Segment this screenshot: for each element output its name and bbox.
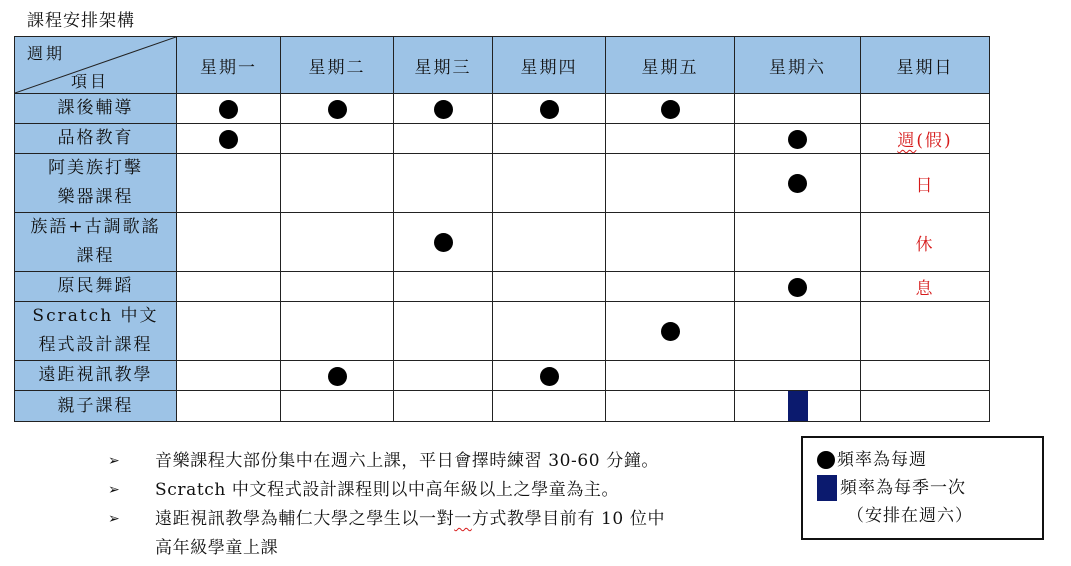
mark-cell [177, 213, 281, 272]
mark-cell [177, 154, 281, 213]
table-row [15, 124, 990, 154]
row-label [15, 213, 177, 272]
navy-square-icon [817, 475, 837, 501]
mark-cell [394, 154, 493, 213]
row-label [15, 154, 177, 213]
row-label: 品格教育 [15, 124, 177, 154]
legend-weekly-label: 頻率為每週 [837, 450, 927, 470]
note-text-part: 高年級學童上課 [155, 538, 279, 558]
mark-cell [735, 154, 861, 213]
mark-cell [177, 272, 281, 302]
row-label-line: 阿美族打擊 [48, 158, 143, 178]
note-text-part: 方式教學目前有 10 位中 [471, 509, 666, 529]
mark-cell [177, 361, 281, 391]
table-row [15, 391, 990, 422]
mark-cell [493, 154, 606, 213]
mark-cell [861, 302, 990, 361]
row-label-line: 族語+古調歌謠 [30, 217, 161, 237]
row-label-line: 樂器課程 [57, 187, 134, 207]
table-row [15, 361, 990, 391]
black-dot-icon [788, 174, 807, 193]
mark-cell [177, 302, 281, 361]
table-row [15, 154, 990, 213]
mark-cell [606, 213, 735, 272]
legend-box [801, 436, 1044, 540]
mark-cell [493, 302, 606, 361]
mark-cell [177, 124, 281, 154]
note-text-part: 一 [454, 509, 472, 529]
mark-cell [861, 94, 990, 124]
black-dot-icon [661, 100, 680, 119]
day-header-thu: 星期四 [493, 37, 606, 94]
row-label [15, 302, 177, 361]
note-item [108, 447, 785, 476]
legend-seasonal-note: （安排在週六） [847, 506, 973, 526]
table-row [15, 213, 990, 272]
mark-cell [861, 391, 990, 422]
day-header-fri: 星期五 [606, 37, 735, 94]
header-row [15, 37, 990, 94]
row-label: 課後輔導 [15, 94, 177, 124]
day-header-sun: 星期日 [861, 37, 990, 94]
corner-period-label: 週期 [27, 44, 66, 63]
mark-cell [394, 124, 493, 154]
mark-cell [394, 94, 493, 124]
black-dot-icon [219, 130, 238, 149]
day-header-tue: 星期二 [281, 37, 394, 94]
black-dot-icon [788, 130, 807, 149]
notes-list [108, 447, 785, 563]
mark-cell [394, 391, 493, 422]
mark-cell [493, 272, 606, 302]
legend-seasonal-label: 頻率為每季一次 [840, 478, 966, 498]
black-dot-icon [661, 322, 680, 341]
mark-cell [606, 272, 735, 302]
mark-cell [177, 94, 281, 124]
mark-cell [861, 361, 990, 391]
schedule-table [14, 36, 990, 422]
black-dot-icon [434, 233, 453, 252]
mark-cell [606, 391, 735, 422]
note-item [108, 505, 785, 563]
day-header-wed: 星期三 [394, 37, 493, 94]
row-label: 原民舞蹈 [15, 272, 177, 302]
note-item [108, 476, 785, 505]
black-dot-icon [219, 100, 238, 119]
black-dot-icon [540, 100, 559, 119]
legend-seasonal [817, 474, 1042, 502]
mark-cell [281, 361, 394, 391]
day-header-sat: 星期六 [735, 37, 861, 94]
row-label: 遠距視訊教學 [15, 361, 177, 391]
arrow-bullet-icon: ➢ [108, 453, 121, 469]
mark-cell [394, 213, 493, 272]
mark-cell [735, 124, 861, 154]
table-row [15, 94, 990, 124]
mark-cell [281, 302, 394, 361]
page-title: 課程安排架構 [27, 11, 135, 31]
mark-cell [281, 154, 394, 213]
note-text: 音樂課程大部份集中在週六上課，平日會擇時練習 30-60 分鐘。 [155, 451, 660, 471]
table-row [15, 272, 990, 302]
mark-cell [281, 124, 394, 154]
mark-cell [735, 361, 861, 391]
row-label: 親子課程 [15, 391, 177, 422]
mark-cell [735, 94, 861, 124]
black-dot-icon [540, 367, 559, 386]
day-header-mon: 星期一 [177, 37, 281, 94]
mark-cell [394, 272, 493, 302]
mark-cell [735, 213, 861, 272]
corner-item-label: 項目 [71, 72, 110, 91]
row-label-line: 課程 [76, 246, 115, 266]
black-dot-icon [817, 451, 835, 469]
black-dot-icon [434, 100, 453, 119]
navy-square-icon [788, 391, 808, 421]
mark-cell [735, 302, 861, 361]
arrow-bullet-icon: ➢ [108, 511, 121, 527]
mark-cell [281, 272, 394, 302]
row-label-line: Scratch 中文 [32, 306, 159, 326]
mark-cell [606, 361, 735, 391]
sunday-note-holiday: (假) [916, 131, 953, 151]
mark-cell [281, 391, 394, 422]
black-dot-icon [328, 100, 347, 119]
sunday-note-cell [861, 124, 990, 154]
mark-cell [177, 391, 281, 422]
note-text [155, 505, 785, 563]
sunday-note-cell: 息 [861, 272, 990, 302]
table-row [15, 302, 990, 361]
mark-cell [281, 213, 394, 272]
black-dot-icon [328, 367, 347, 386]
mark-cell [281, 94, 394, 124]
legend-weekly [817, 446, 1042, 474]
mark-cell [493, 124, 606, 154]
note-text: Scratch 中文程式設計課程則以中高年級以上之學童為主。 [155, 480, 620, 500]
mark-cell [493, 361, 606, 391]
mark-cell [493, 213, 606, 272]
mark-cell [735, 272, 861, 302]
mark-cell [606, 302, 735, 361]
sunday-note-week: 週 [897, 131, 917, 151]
mark-cell [735, 391, 861, 422]
row-label-line: 程式設計課程 [38, 335, 153, 355]
sunday-note-cell: 日 [861, 154, 990, 213]
mark-cell [606, 94, 735, 124]
arrow-bullet-icon: ➢ [108, 482, 121, 498]
corner-cell [15, 37, 177, 94]
mark-cell [493, 94, 606, 124]
black-dot-icon [788, 278, 807, 297]
mark-cell [394, 361, 493, 391]
mark-cell [493, 391, 606, 422]
note-text-part: 遠距視訊教學為輔仁大學之學生以一對 [155, 509, 455, 529]
sunday-note-cell: 休 [861, 213, 990, 272]
mark-cell [606, 124, 735, 154]
mark-cell [606, 154, 735, 213]
mark-cell [394, 302, 493, 361]
